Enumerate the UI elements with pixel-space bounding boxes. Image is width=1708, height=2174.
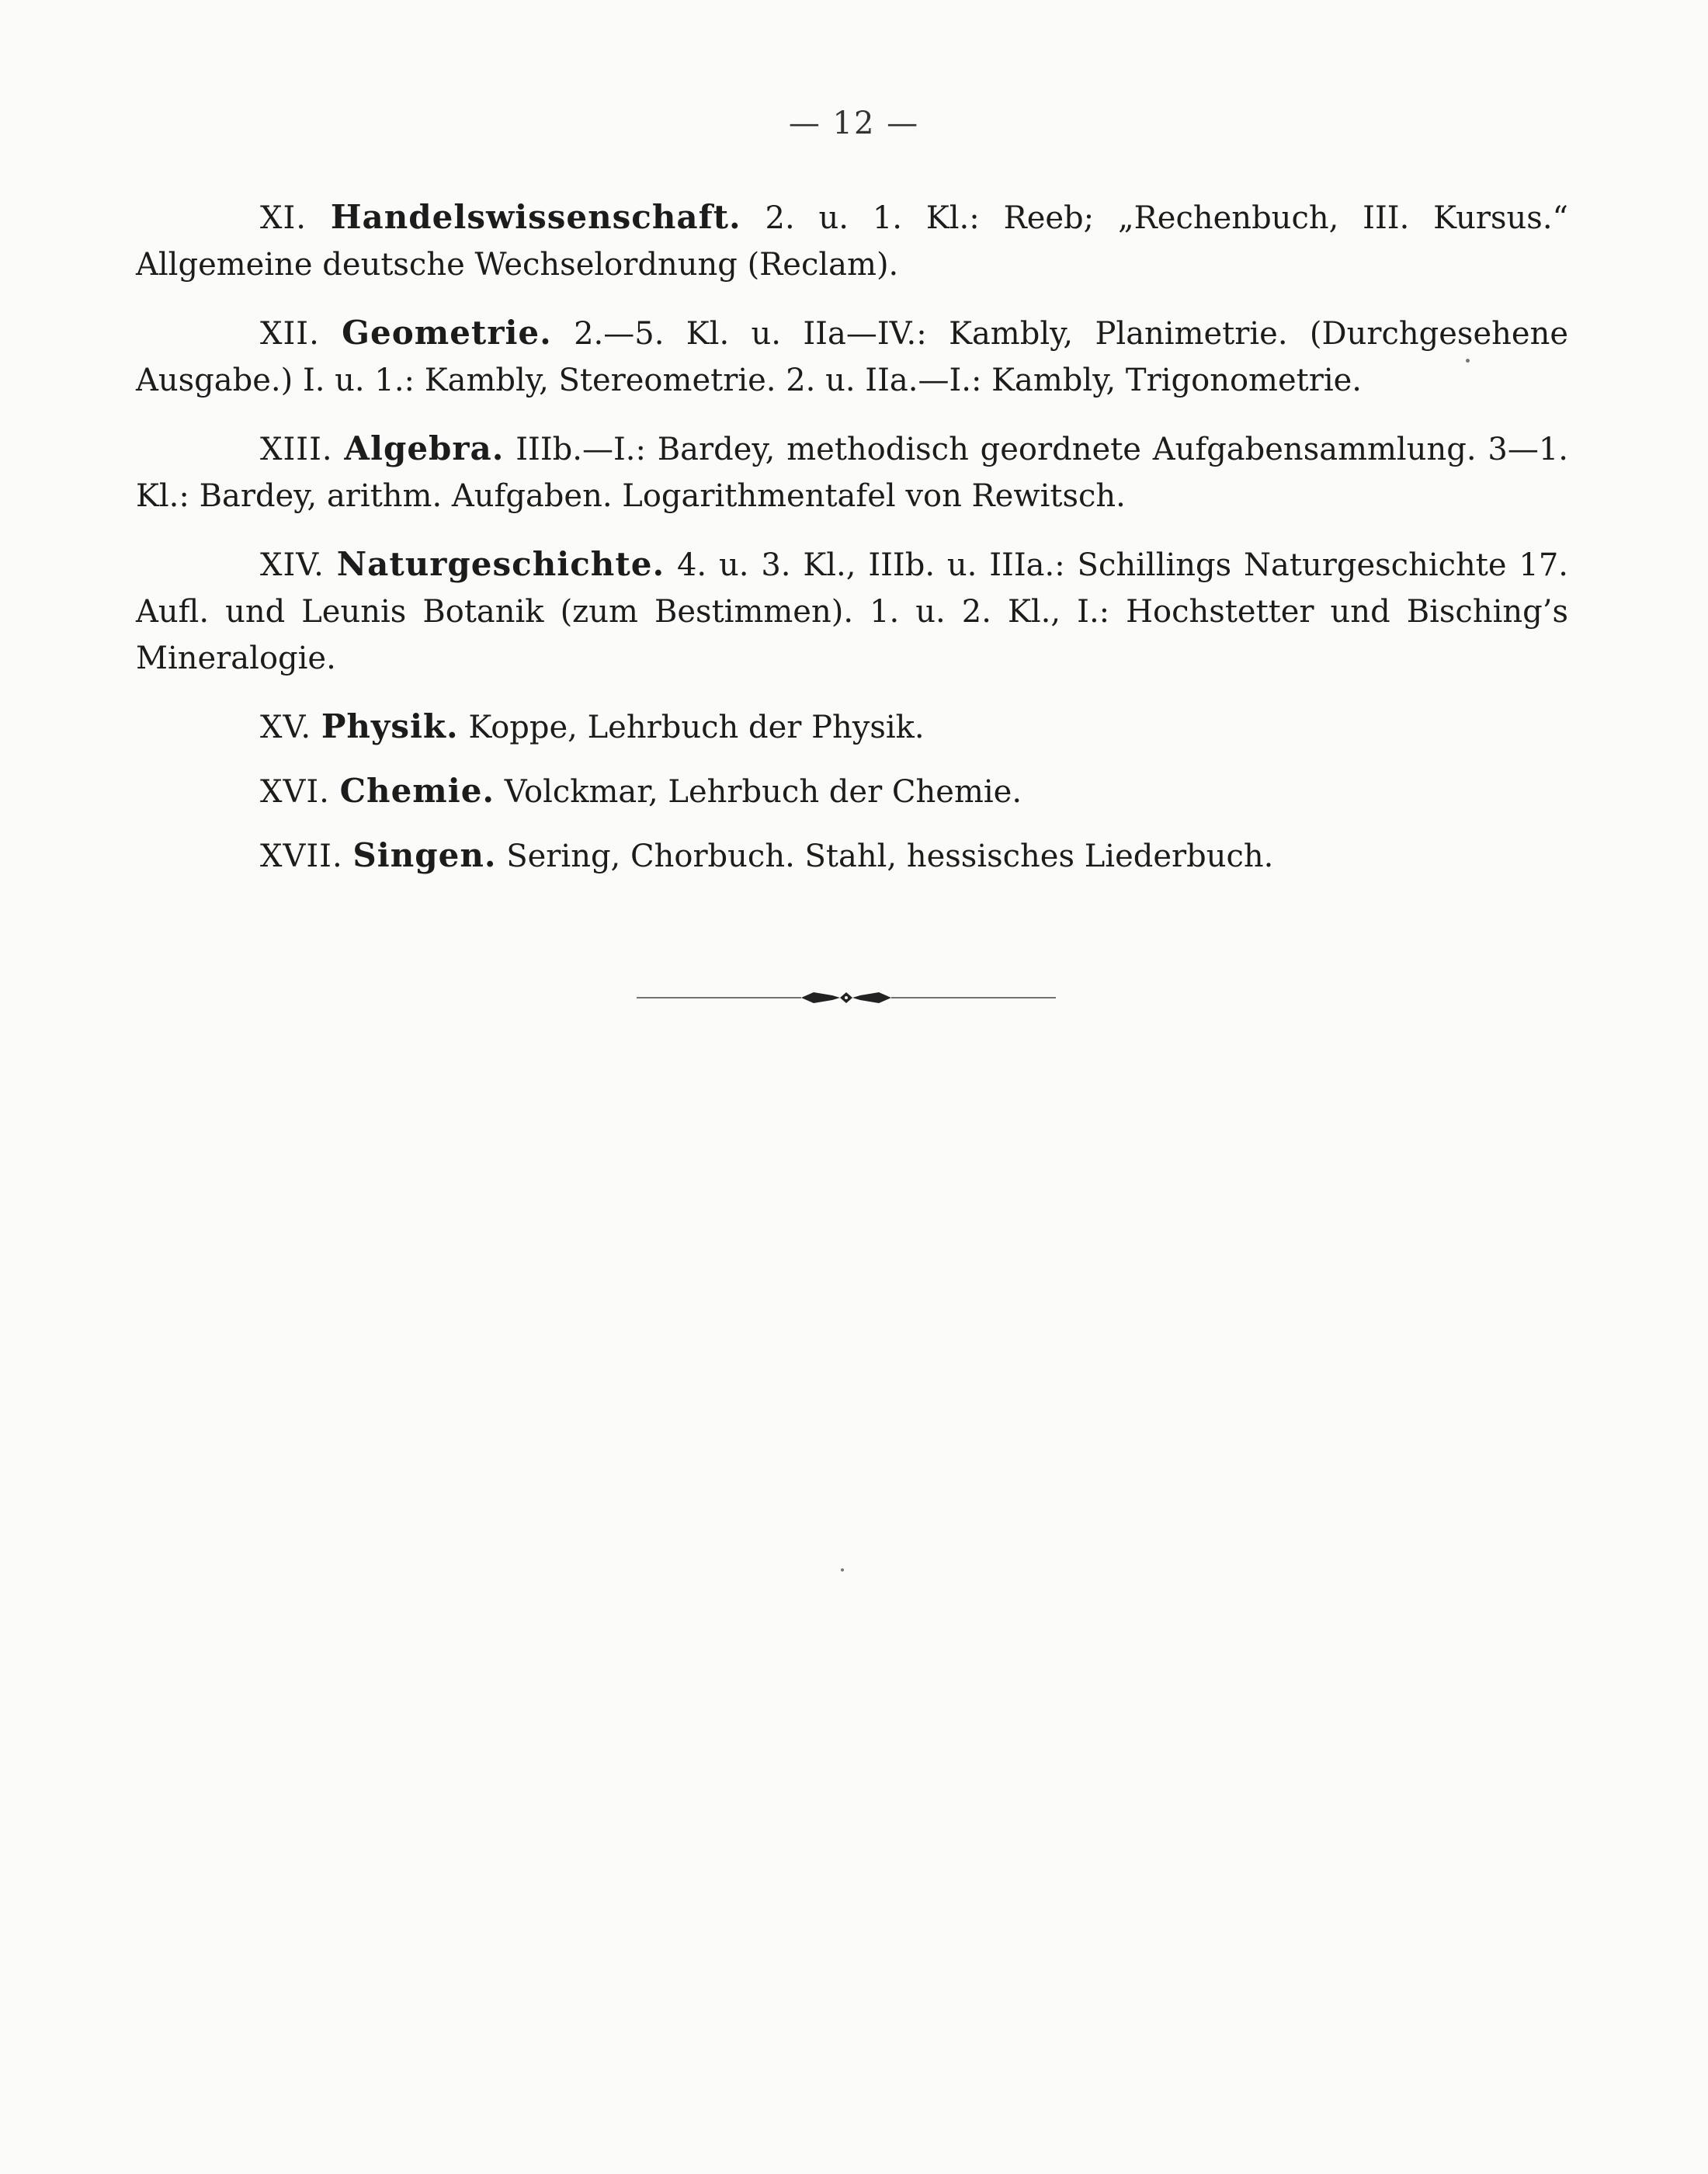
entry-algebra <box>136 425 1568 519</box>
dust-speck <box>841 1568 844 1571</box>
entry-text: 2. u. 1. Kl.: Reeb; „Rechenbuch, III. Kursus.“ Allgemeine deutsche Wechselordnung (Reclam). <box>136 200 1568 283</box>
entry-subject: Singen. <box>352 836 497 874</box>
entry-subject: Handelswissenschaft. <box>330 198 741 236</box>
entry-physik <box>136 703 1568 751</box>
entry-text: Sering, Chorbuch. Stahl, hessisches Liederbuch. <box>506 839 1274 874</box>
entry-text: 4. u. 3. Kl., IIIb. u. IIIa.: Schillings Naturgeschichte 17. Aufl. und Leunis Botanik (zum Bestimmen). 1. u. 2. Kl., I.: Hochstetter und Bisching’s Mineralogie. <box>136 547 1569 676</box>
entry-chemie <box>136 768 1568 815</box>
entry-naturgeschichte <box>136 541 1568 682</box>
entry-subject: Geometrie. <box>342 314 552 352</box>
entry-numeral: XII. <box>260 316 320 352</box>
entry-text: 2.—5. Kl. u. IIa—IV.: Kambly, Planimetrie. (Durchgesehene Ausgabe.) I. u. 1.: Kambly, Stereometrie. 2. u. IIa.—I.: Kambly, Trigonometrie. <box>136 316 1568 398</box>
entry-numeral: XV. <box>260 710 312 745</box>
entry-text: Koppe, Lehrbuch der Physik. <box>468 710 925 745</box>
page-number: — 12 — <box>788 106 920 141</box>
entry-numeral: XI. <box>260 200 307 236</box>
entry-subject: Algebra. <box>344 429 505 467</box>
entry-text: IIIb.—I.: Bardey, methodisch geordnete Aufgabensammlung. 3—1. Kl.: Bardey, arithm. Aufgaben. Logarithmentafel von Rewitsch. <box>136 432 1568 514</box>
entry-text: Volckmar, Lehrbuch der Chemie. <box>504 774 1022 810</box>
entry-geometrie <box>136 310 1568 404</box>
ornament-divider <box>637 986 1056 1009</box>
entry-numeral: XIV. <box>260 547 325 583</box>
subject-list <box>136 194 1568 897</box>
entry-subject: Physik. <box>321 707 459 745</box>
ornament-center-icon <box>801 992 891 1003</box>
entry-numeral: XVII. <box>260 839 343 874</box>
entry-numeral: XVI. <box>260 774 330 810</box>
entry-numeral: XIII. <box>260 432 333 467</box>
entry-handelswissenschaft <box>136 194 1568 288</box>
entry-subject: Chemie. <box>339 772 495 810</box>
entry-subject: Naturgeschichte. <box>336 545 665 583</box>
entry-singen <box>136 832 1568 880</box>
dust-speck <box>1466 359 1470 363</box>
